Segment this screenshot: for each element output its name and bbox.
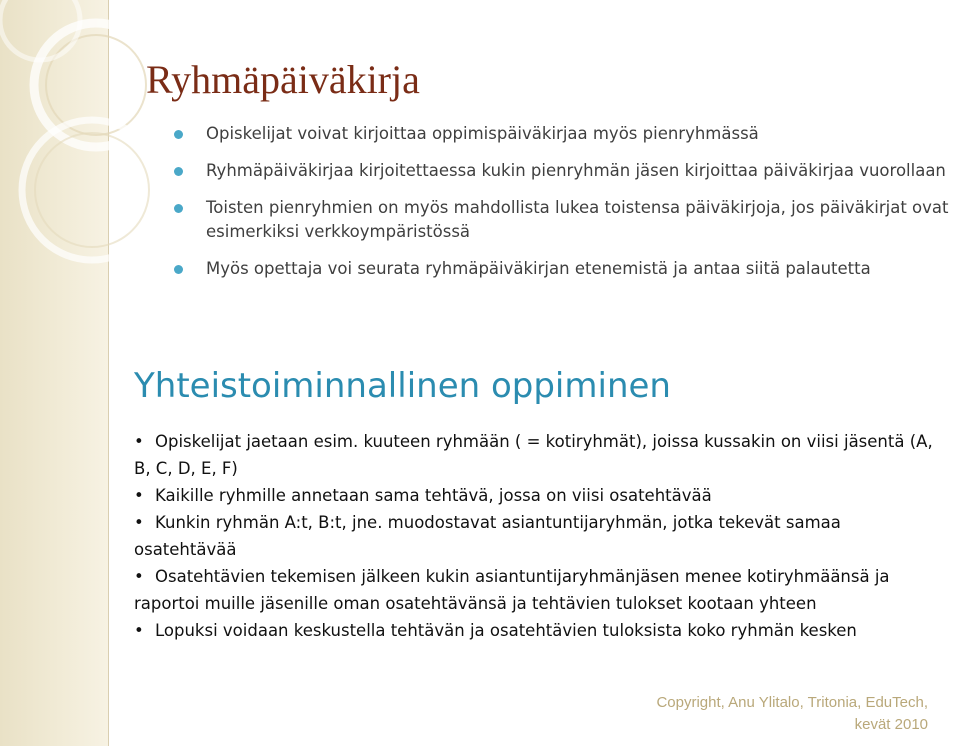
- bullet-dot-icon: [174, 130, 183, 139]
- bullet-dot-icon: •: [134, 486, 144, 505]
- bullet-dot-icon: [174, 265, 183, 274]
- bullet-dot-icon: [174, 167, 183, 176]
- bullet-dot-icon: •: [134, 567, 144, 586]
- bullet-dot-icon: [174, 204, 183, 213]
- list-item: [206, 257, 951, 281]
- bullet-dot-icon: •: [134, 513, 144, 532]
- bullet-dot-icon: •: [134, 621, 144, 640]
- list-item: [206, 122, 951, 146]
- slide-title: Ryhmäpäiväkirja: [146, 57, 420, 102]
- list-item: [134, 509, 944, 563]
- list-item: [134, 482, 944, 509]
- list-item-text: Kunkin ryhmän A:t, B:t, jne. muodostavat asiantuntijaryhmän, jotka tekevät samaa osatehtävää: [134, 513, 841, 559]
- list-item: [134, 428, 944, 482]
- list-item-text: Toisten pienryhmien on myös mahdollista lukea toistensa päiväkirjoja, jos päiväkirjat ovat esimerkiksi verkkoympäristössä: [206, 198, 949, 241]
- list-item: [134, 617, 944, 644]
- list-item-text: Opiskelijat voivat kirjoittaa oppimispäiväkirjaa myös pienryhmässä: [206, 124, 759, 143]
- list-item-text: Opiskelijat jaetaan esim. kuuteen ryhmään ( = kotiryhmät), joissa kussakin on viisi jäsentä (A, B, C, D, E, F): [134, 432, 933, 478]
- copyright-footer: [656, 692, 928, 736]
- list-item: [134, 563, 944, 617]
- bullet-dot-icon: •: [134, 432, 144, 451]
- footer-line: Copyright, Anu Ylitalo, Tritonia, EduTech,: [656, 694, 928, 711]
- list-item-text: Ryhmäpäiväkirjaa kirjoitettaessa kukin pienryhmän jäsen kirjoittaa päiväkirjaa vuorollaan: [206, 161, 946, 180]
- bottom-bullet-list: [134, 428, 944, 644]
- list-item-text: Osatehtävien tekemisen jälkeen kukin asiantuntijaryhmänjäsen menee kotiryhmäänsä ja raportoi muille jäsenille oman osatehtävänsä ja tehtävien tulokset kootaan yhteen: [134, 567, 890, 613]
- list-item-text: Myös opettaja voi seurata ryhmäpäiväkirjan etenemistä ja antaa siitä palautetta: [206, 259, 871, 278]
- list-item: [206, 159, 951, 183]
- decorative-rings-icon: [0, 0, 200, 330]
- footer-line: kevät 2010: [854, 716, 928, 733]
- list-item-text: Kaikille ryhmille annetaan sama tehtävä, jossa on viisi osatehtävää: [155, 486, 712, 505]
- section-subtitle: Yhteistoiminnallinen oppiminen: [134, 366, 671, 406]
- list-item: [206, 196, 951, 244]
- list-item-text: Lopuksi voidaan keskustella tehtävän ja osatehtävien tuloksista koko ryhmän kesken: [155, 621, 857, 640]
- top-bullet-list: [206, 122, 951, 294]
